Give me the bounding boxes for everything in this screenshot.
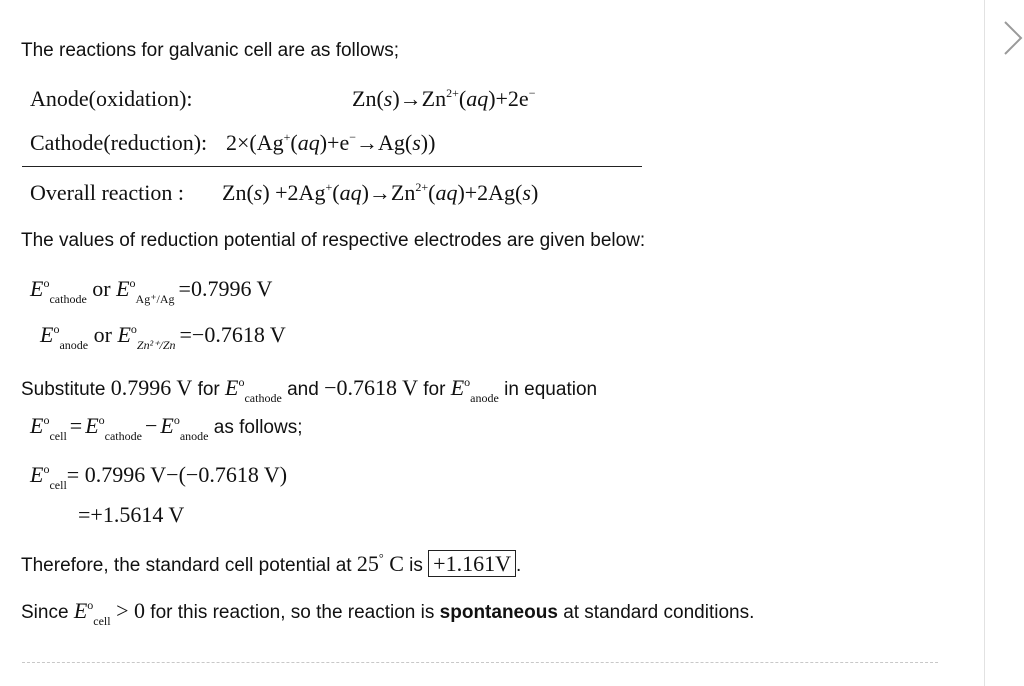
anode-equation: $Zn(s)\to Zn^{2+}(aq)+2e^-$: [352, 86, 536, 111]
e-anode-line: $E^o_{anode}$ or $E^o_{Zn^{2+}/Zn} =-0.7618$ V: [40, 322, 286, 352]
section-divider: [22, 662, 938, 663]
anode-label: Anode(oxidation):: [30, 86, 193, 111]
overall-label: Overall reaction :: [30, 180, 184, 205]
calc-line-2: =+1.5614 V: [78, 502, 185, 527]
cell-equation-line: $E^o_{cell} = E^o_{cathode} - E^o_{anode}$ as follows;: [30, 413, 303, 443]
intro-text: The reactions for galvanic cell are as follows;: [21, 40, 400, 61]
e-cathode-line: $E^o_{cathode}$ or $E^o_{Ag^+/Ag} =0.7996$ V: [30, 276, 273, 306]
therefore-line: Therefore, the standard cell potential at 25° C is +1.161V .: [21, 551, 522, 576]
chevron-right-icon[interactable]: [1001, 18, 1024, 58]
overall-equation: $Zn(s) +2Ag^+(aq)\to Zn^{2+}(aq)+2Ag(s)$: [222, 180, 539, 205]
substitute-line: Substitute 0.7996 V for $E^o_{cathode}$ and −0.7618 V for $E^o_{anode}$ in equation: [21, 375, 598, 405]
right-panel: [984, 0, 1024, 686]
calc-line-1: $E^o_{cell}= 0.7996$ V−(−0.7618 V): [30, 462, 288, 492]
cathode-equation: 2×(Ag+(aq)+e−→Ag(s)): [226, 130, 436, 155]
reaction-sum-line: [22, 166, 642, 167]
answer-box: +1.161V: [428, 550, 516, 577]
cathode-label: Cathode(reduction):: [30, 130, 208, 155]
potentials-intro: The values of reduction potential of respective electrodes are given below:: [21, 230, 646, 251]
since-line: Since $E^o_{cell} > 0$ for this reaction, so the reaction is spontaneous at standard conditions.: [21, 598, 755, 628]
